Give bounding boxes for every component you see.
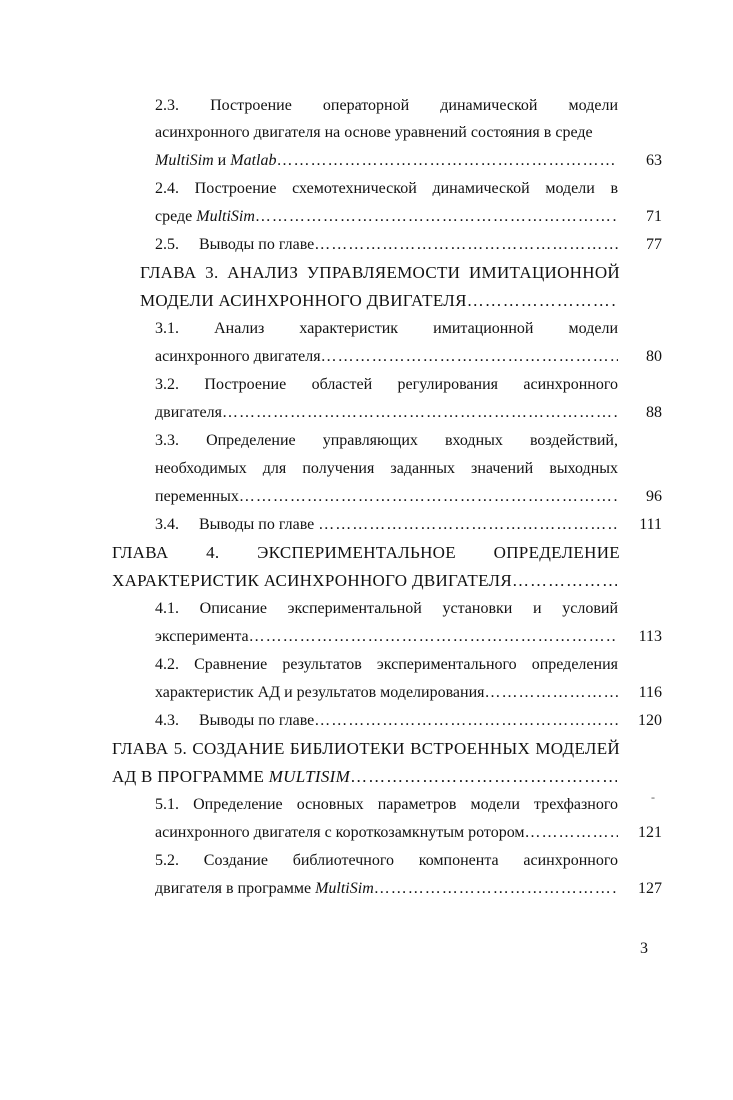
toc-entry-title: Анализ характеристик имитационной модели	[214, 320, 618, 337]
margin-mark: -	[651, 790, 655, 804]
toc-entry-2-4-line1	[155, 176, 618, 202]
chapter-title: МОДЕЛИ АСИНХРОННОГО ДВИГАТЕЛЯ	[140, 291, 467, 310]
toc-entry-3-4	[155, 512, 618, 538]
toc-entry-number: 3.1.	[155, 320, 179, 337]
chapter-title: ЭКСПЕРИМЕНТАЛЬНОЕ	[257, 543, 456, 562]
toc-entry-text: Matlab	[230, 152, 277, 169]
toc-entry-number: 3.4.	[155, 516, 179, 533]
toc-entry-3-2-line1	[155, 372, 618, 398]
toc-entry-text: асинхронного двигателя с короткозамкнутым ротором	[155, 824, 525, 841]
toc-entry-text: MultiSim	[155, 152, 214, 169]
chapter-label: ГЛАВА 4.	[112, 543, 220, 562]
page-number: 3	[640, 940, 648, 957]
toc-entry-2-3-line3	[155, 148, 618, 174]
toc-entry-3-3-line3	[155, 484, 618, 510]
dot-leader	[222, 400, 618, 426]
chapter-4-heading-line1	[112, 540, 620, 566]
dot-leader	[318, 512, 618, 538]
chapter-title: АД В ПРОГРАММЕ	[112, 767, 269, 786]
toc-page-number: 120	[638, 712, 662, 729]
toc-entry-2-3-line1	[155, 93, 618, 119]
toc-entry-text: характеристик АД и результатов моделирования	[155, 684, 485, 701]
toc-entry-title: Определение управляющих входных воздействий,	[206, 432, 618, 449]
toc-entry-title: Выводы по главе	[199, 712, 315, 729]
toc-entry-title: Определение основных параметров модели трехфазного	[193, 796, 618, 813]
toc-entry-text: двигателя	[155, 404, 222, 421]
toc-entry-5-1-line2	[155, 820, 618, 846]
chapter-title: MULTISIM	[268, 767, 351, 786]
toc-entry-4-3	[155, 708, 618, 734]
dot-leader	[350, 764, 617, 790]
toc-entry-number: 4.3.	[155, 712, 179, 729]
toc-entry-5-1-line1	[155, 792, 618, 818]
toc-entry-2-3-line2: асинхронного двигателя на основе уравнений состояния в среде	[155, 124, 593, 141]
toc-entry-title: Выводы по главе	[199, 516, 315, 533]
toc-entry-text: эксперимента	[155, 628, 249, 645]
chapter-title: ОПРЕДЕЛЕНИЕ	[493, 543, 620, 562]
toc-entry-number: 5.2.	[155, 852, 179, 869]
dot-leader	[321, 344, 618, 370]
dot-leader	[249, 624, 618, 650]
toc-page-number: 63	[646, 152, 662, 169]
chapter-3-heading-line1: ГЛАВА 3. АНАЛИЗ УПРАВЛЯЕМОСТИ ИМИТАЦИОННОЙ	[140, 263, 620, 282]
toc-entry-3-3-line2: необходимых для получения заданных значений выходных	[155, 460, 618, 477]
toc-entry-3-3-line1	[155, 428, 618, 454]
toc-entry-text: среде	[155, 208, 197, 225]
toc-entry-3-2-line2	[155, 400, 618, 426]
toc-entry-title: Построение схемотехнической динамической модели в	[194, 180, 618, 197]
toc-entry-title: Сравнение результатов экспериментального определения	[194, 656, 618, 673]
dot-leader	[314, 708, 618, 734]
toc-page-number: 113	[638, 628, 662, 645]
toc-entry-3-1-line2	[155, 344, 618, 370]
toc-page-number: 77	[646, 236, 662, 253]
dot-leader	[467, 288, 616, 314]
toc-entry-4-1-line1	[155, 596, 618, 622]
toc-entry-text: асинхронного двигателя	[155, 348, 321, 365]
dot-leader	[512, 568, 617, 594]
chapter-5-heading-line1: ГЛАВА 5. СОЗДАНИЕ БИБЛИОТЕКИ ВСТРОЕННЫХ МОДЕЛЕЙ	[112, 739, 620, 758]
dot-leader	[255, 204, 618, 230]
chapter-5-heading-line2	[112, 764, 617, 790]
toc-entry-number: 4.2.	[155, 656, 179, 673]
toc-page-number: 127	[638, 880, 662, 897]
toc-entry-number: 3.2.	[155, 376, 179, 393]
toc-entry-title: Описание экспериментальной установки и условий	[199, 600, 618, 617]
toc-entry-number: 3.3.	[155, 432, 179, 449]
toc-entry-3-1-line1	[155, 316, 618, 342]
toc-entry-number: 2.5.	[155, 236, 179, 253]
toc-entry-title: Построение операторной динамической модели	[210, 97, 618, 114]
toc-entry-title: Выводы по главе	[199, 236, 315, 253]
toc-page-number: 116	[638, 684, 662, 701]
toc-entry-number: 4.1.	[155, 600, 179, 617]
toc-entry-text: и	[213, 152, 231, 169]
toc-page-number: 96	[646, 488, 662, 505]
toc-entry-title: Создание библиотечного компонента асинхронного	[203, 852, 618, 869]
toc-page-number: 121	[638, 824, 662, 841]
toc-entry-text: двигателя в программе	[155, 880, 316, 897]
dot-leader	[525, 820, 618, 846]
toc-entry-text: MultiSim	[315, 880, 374, 897]
toc-entry-5-2-line2	[155, 876, 618, 902]
toc-page-number: 71	[646, 208, 662, 225]
toc-entry-5-2-line1	[155, 848, 618, 874]
toc-entry-4-2-line2	[155, 680, 618, 706]
toc-entry-4-2-line1	[155, 652, 618, 678]
dot-leader	[239, 484, 618, 510]
chapter-title: ХАРАКТЕРИСТИК АСИНХРОННОГО ДВИГАТЕЛЯ	[112, 571, 513, 590]
toc-entry-text: MultiSim	[196, 208, 255, 225]
dot-leader	[485, 680, 618, 706]
chapter-4-heading-line2	[112, 568, 617, 594]
toc-entry-2-4-line2	[155, 204, 618, 230]
toc-entry-number: 2.4.	[155, 180, 179, 197]
toc-page-number: 111	[639, 516, 662, 533]
toc-entry-4-1-line2	[155, 624, 618, 650]
toc-entry-number: 5.1.	[155, 796, 179, 813]
toc-entry-title: Построение областей регулирования асинхронного	[204, 376, 618, 393]
dot-leader	[314, 232, 618, 258]
chapter-3-heading-line2	[140, 288, 616, 314]
toc-page-number: 88	[646, 404, 662, 421]
toc-entry-text: переменных	[155, 488, 239, 505]
dot-leader	[374, 876, 618, 902]
toc-entry-number: 2.3.	[155, 97, 179, 114]
dot-leader	[276, 148, 618, 174]
toc-page-number: 80	[646, 348, 662, 365]
toc-entry-2-5	[155, 232, 618, 258]
